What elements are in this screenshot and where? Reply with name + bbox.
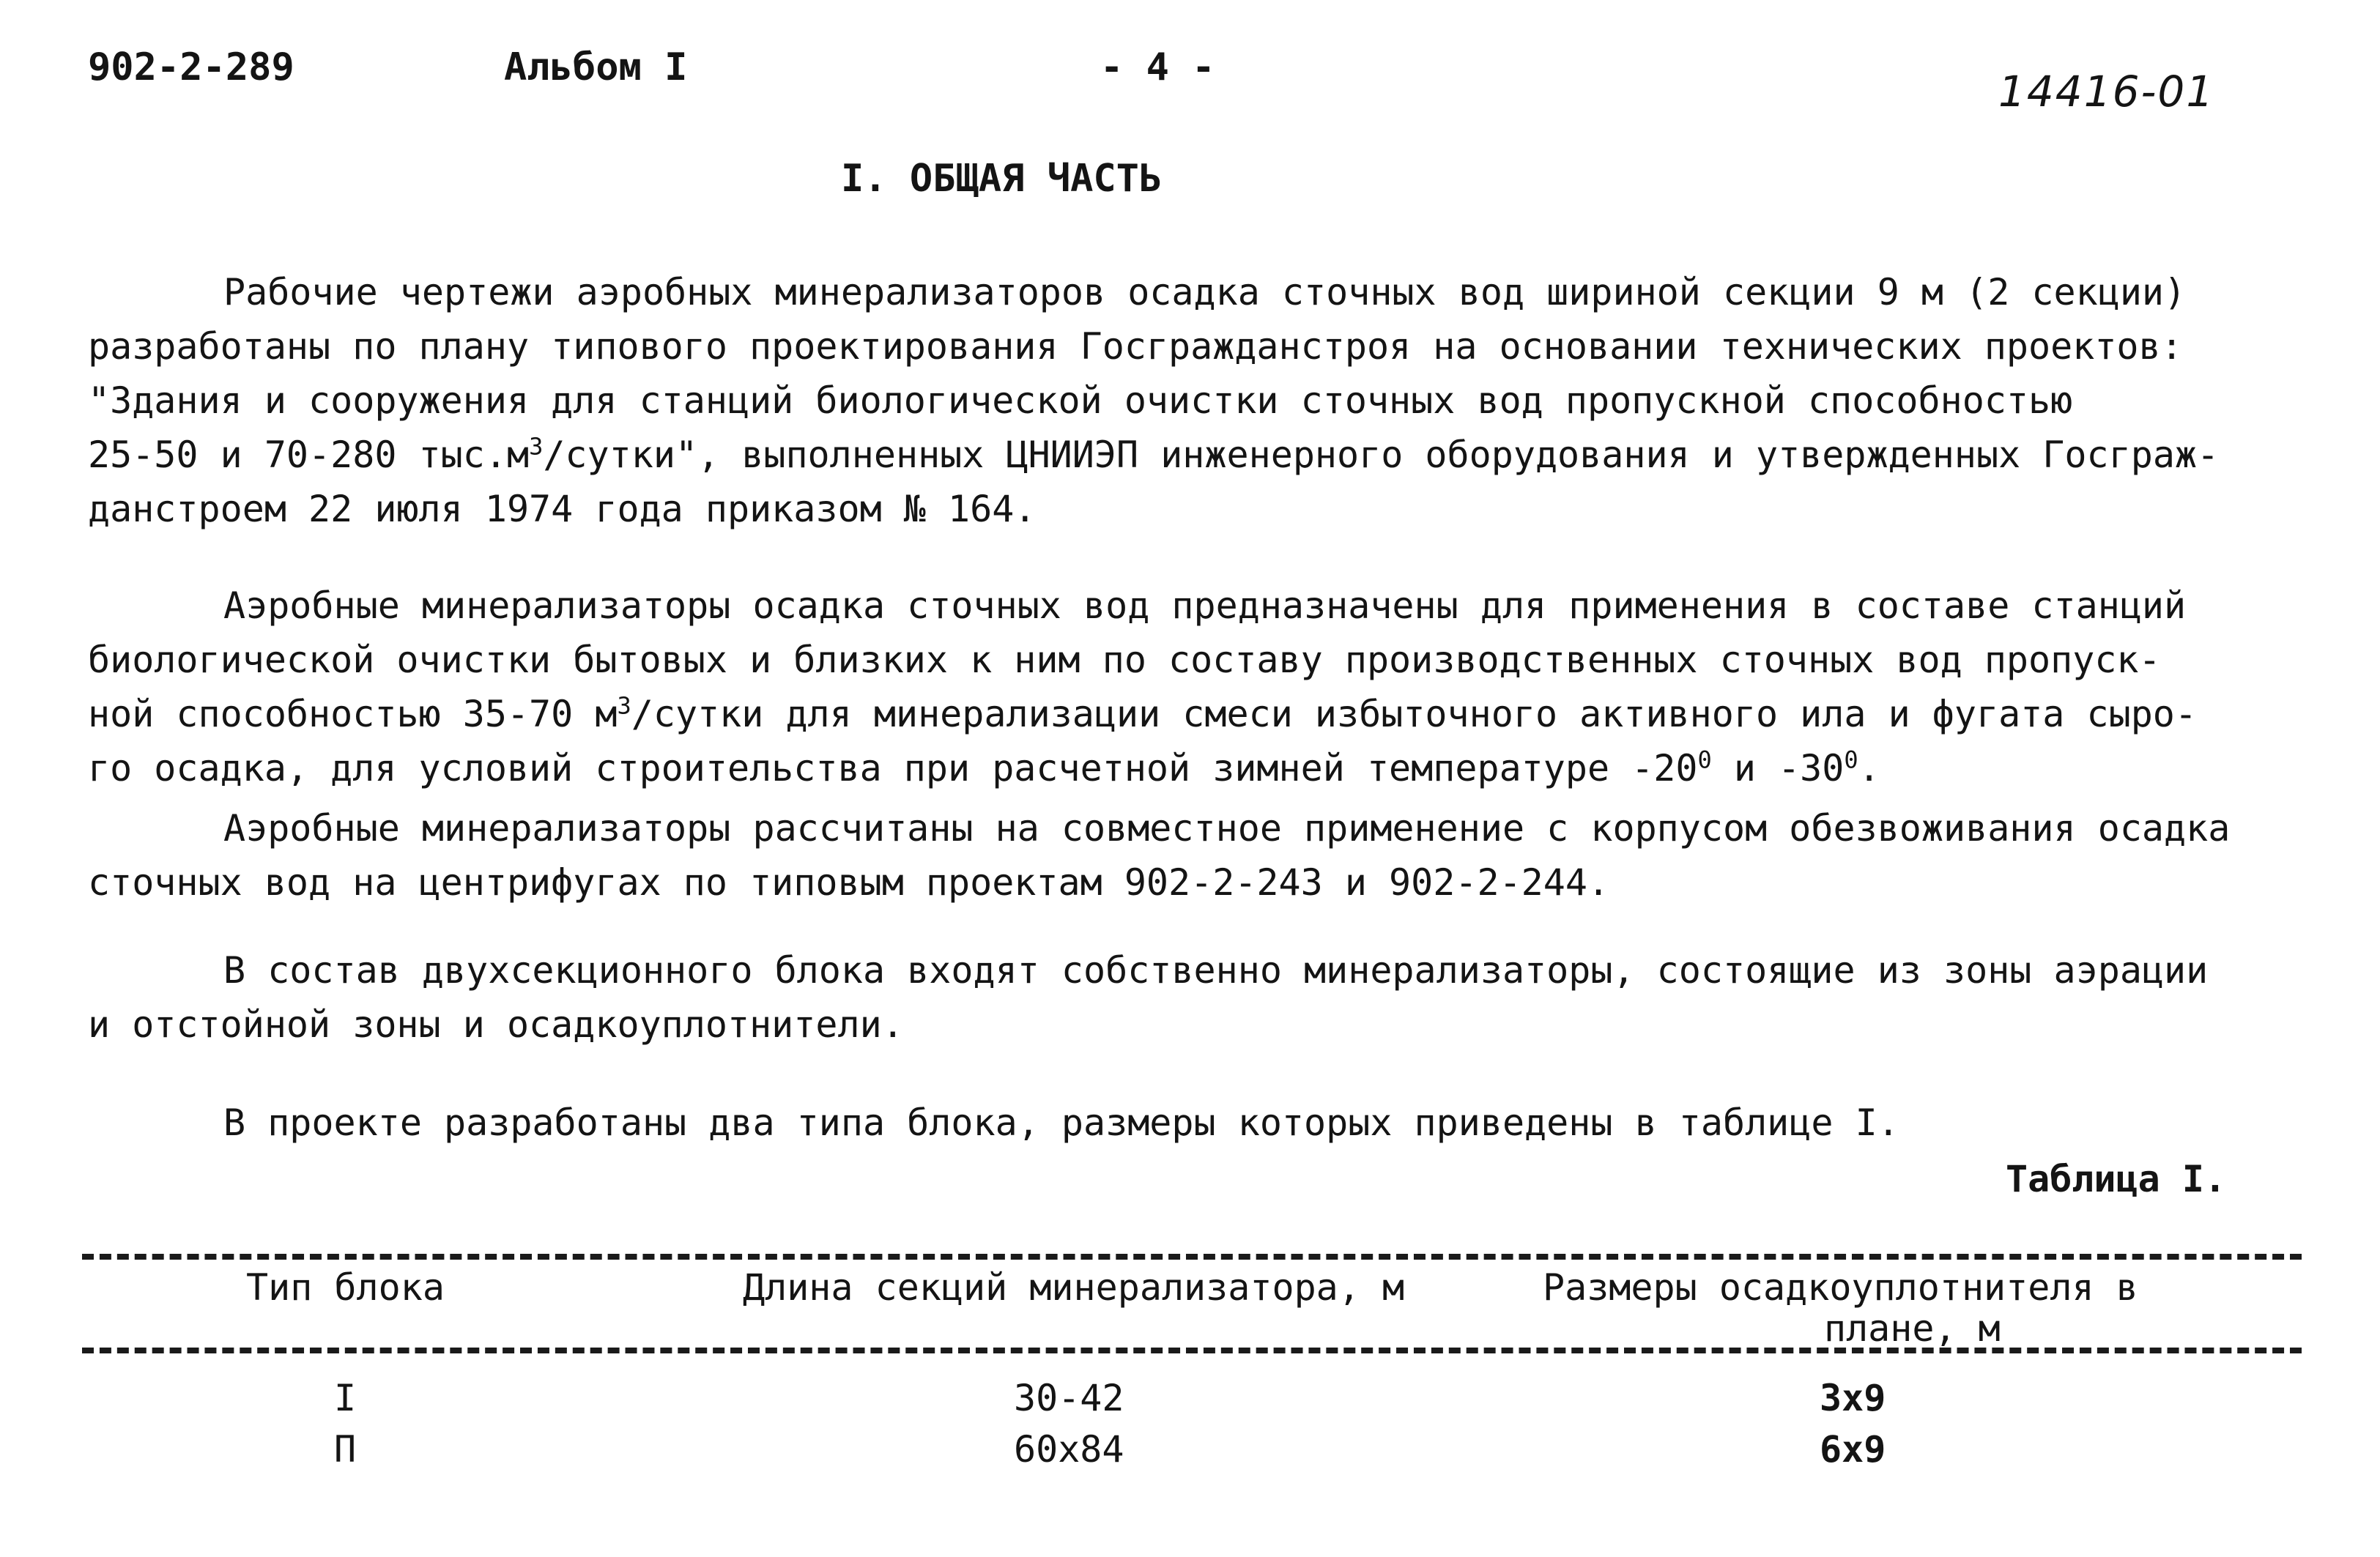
paragraph-line: разработаны по плану типового проектирования Госгражданстроя на основании технических проектов: [88, 325, 2183, 368]
paragraph-composition [88, 943, 2300, 1052]
table-cell-size: 3x9 [1820, 1377, 1886, 1419]
paragraph-line: "Здания и сооружения для станций биологической очистки сточных вод пропускной способностью [88, 379, 2073, 422]
paragraph-line [88, 741, 2300, 795]
text-fragment: /сутки", выполненных ЦНИИЭП инженерного оборудования и утвержденных Госграж- [543, 434, 2220, 476]
table-cell-type: I [334, 1377, 357, 1419]
paragraph-line: В проекте разработаны два типа блока, размеры которых приведены в таблице I. [223, 1101, 1899, 1144]
section-title: I. ОБЩАЯ ЧАСТЬ [841, 157, 1163, 201]
paragraph-line: и отстойной зоны и осадкоуплотнители. [88, 1003, 904, 1046]
table-cell-length: 30-42 [1014, 1377, 1124, 1419]
text-fragment: . [1858, 747, 1880, 789]
table-cell-length: 60x84 [1014, 1428, 1124, 1471]
table-cell-size: 6x9 [1820, 1428, 1886, 1471]
text-fragment: 25-50 и 70-280 тыс.м [88, 434, 530, 476]
document-code: 902-2-289 [88, 45, 294, 89]
table-header-type: Тип блока [246, 1266, 445, 1309]
text-fragment: и -30 [1711, 747, 1845, 789]
superscript: 3 [617, 691, 631, 720]
table-header-length: Длина секций минерализатора, м [743, 1266, 1405, 1309]
handwritten-inventory-number: 14416-01 [1998, 67, 2215, 116]
paragraph-line: Аэробные минерализаторы рассчитаны на совместное применение с корпусом обезвоживания осадка [223, 807, 2231, 850]
table-header-rule [82, 1348, 2302, 1353]
paragraph-line [88, 428, 2300, 482]
table-top-rule [82, 1254, 2302, 1260]
page-number: - 4 - [1100, 45, 1215, 89]
paragraph-purpose [88, 579, 2300, 795]
album-label: Альбом I [504, 45, 688, 89]
paragraph-line: сточных вод на центрифугах по типовым проектам 902-2-243 и 902-2-244. [88, 861, 1610, 904]
paragraph-line: Рабочие чертежи аэробных минерализаторов осадка сточных вод шириной секции 9 м (2 секции) [223, 271, 2187, 313]
table-header-size-line1: Размеры осадкоуплотнителя в [1543, 1266, 2138, 1309]
table-cell-type: П [334, 1428, 357, 1471]
superscript: 3 [529, 432, 544, 461]
degree-superscript: 0 [1844, 746, 1858, 774]
paragraph-line: В состав двухсекционного блока входят собственно минерализаторы, состоящие из зоны аэрации [223, 949, 2209, 992]
text-fragment: ной способностью 35-70 м [88, 693, 618, 735]
paragraph-line: Аэробные минерализаторы осадка сточных вод предназначены для применения в составе станций [223, 584, 2187, 627]
paragraph-compatibility [88, 801, 2300, 910]
text-fragment: /сутки для минерализации смеси избыточного активного ила и фугата сыро- [631, 693, 2198, 735]
degree-superscript: 0 [1697, 746, 1712, 774]
table-header-size [1543, 1267, 2138, 1349]
paragraph-intro [88, 265, 2300, 536]
table-caption: Таблица I. [2006, 1158, 2227, 1200]
paragraph-line: данстроем 22 июля 1974 года приказом № 164. [88, 488, 1037, 530]
paragraph-line: биологической очистки бытовых и близких к ним по составу производственных сточных вод пропуск- [88, 639, 2161, 681]
text-fragment: го осадка, для условий строительства при расчетной зимней температуре -20 [88, 747, 1698, 789]
table-header-size-line2: плане, м [1823, 1307, 2001, 1350]
paragraph-types [88, 1096, 2300, 1150]
paragraph-line [88, 687, 2300, 741]
